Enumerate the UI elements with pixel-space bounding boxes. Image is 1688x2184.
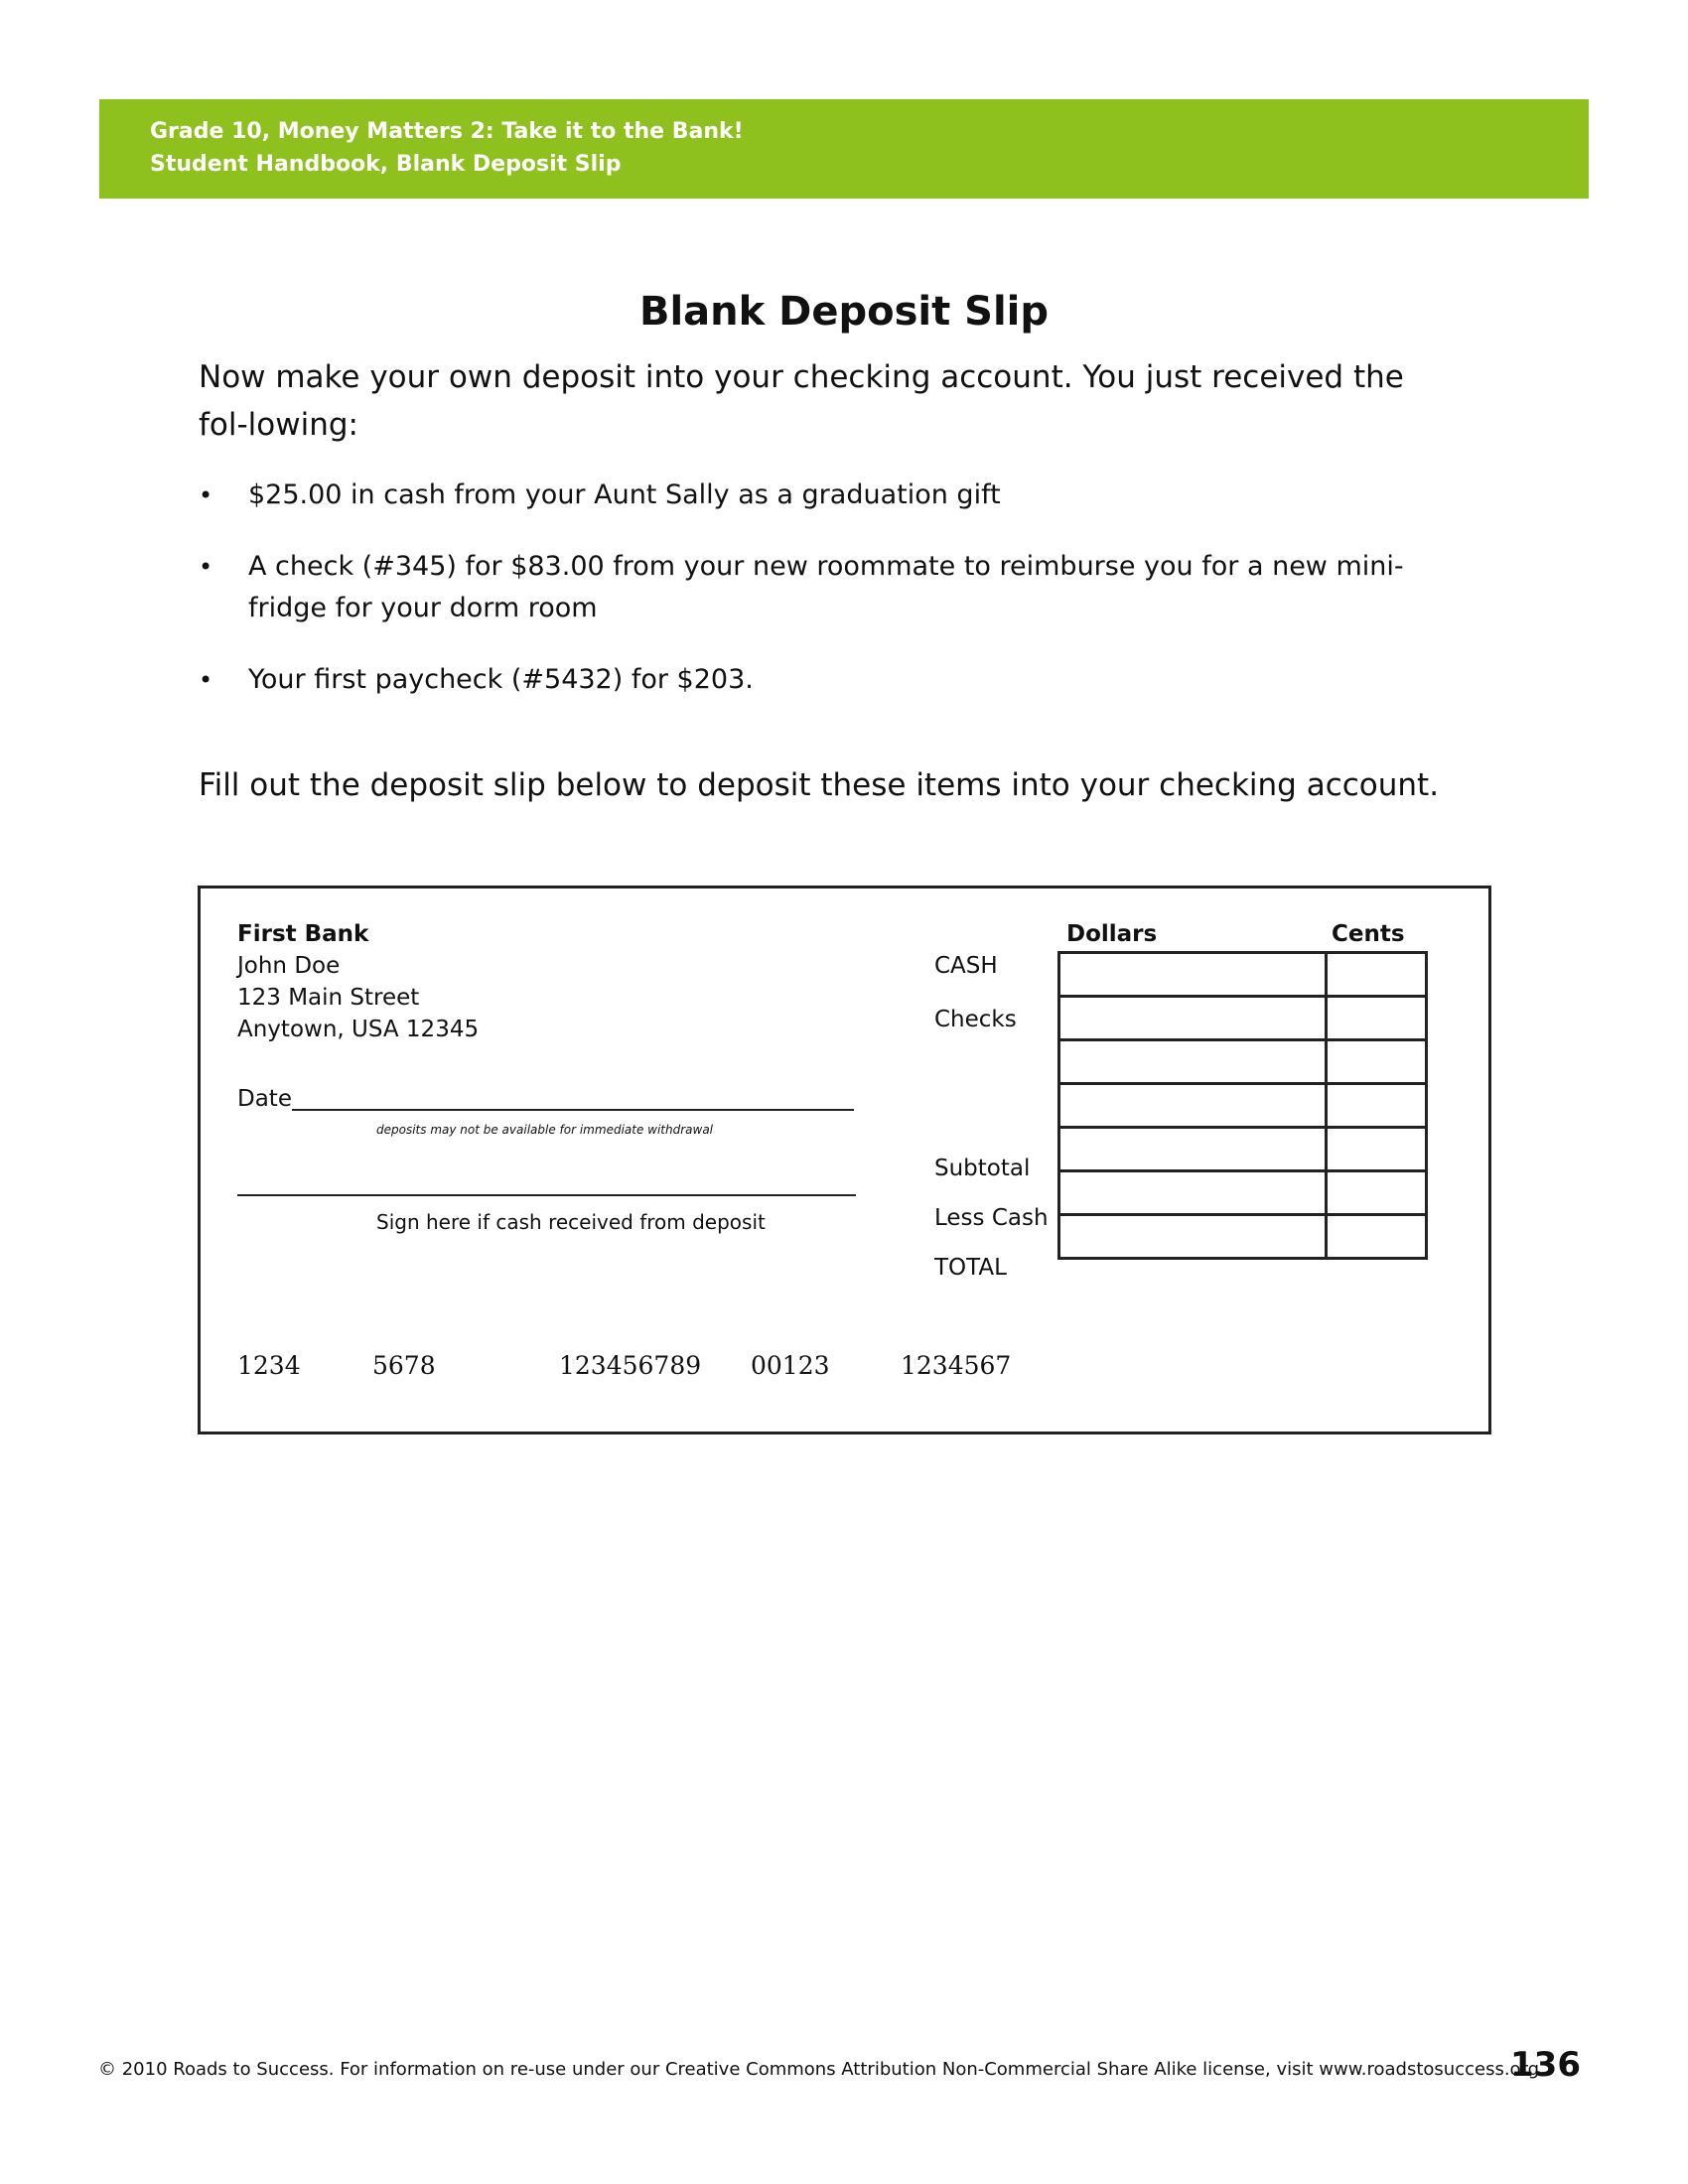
availability-note: deposits may not be available for immediate withdrawal <box>376 1123 714 1137</box>
subtotal-dollars-cell[interactable] <box>1059 1128 1327 1171</box>
date-field[interactable] <box>292 1109 854 1111</box>
check-1-dollars-cell[interactable] <box>1059 997 1327 1040</box>
micr-number: 1234 <box>237 1351 301 1380</box>
list-item-text: A check (#345) for $83.00 from your new roommate to reimburse you for a new mini-fridge for your dorm room <box>248 551 1404 623</box>
check-2-cents-cell[interactable] <box>1327 1040 1427 1084</box>
header-section-title: Student Handbook, Blank Deposit Slip <box>150 152 622 177</box>
date-label: Date <box>237 1086 292 1112</box>
account-holder-street: 123 Main Street <box>237 985 420 1011</box>
total-cents-cell[interactable] <box>1327 1215 1427 1259</box>
list-item-text: Your first paycheck (#5432) for $203. <box>248 664 754 695</box>
header-course-title: Grade 10, Money Matters 2: Take it to the Bank! <box>150 119 744 144</box>
cents-column-header: Cents <box>1332 921 1405 947</box>
deposit-slip <box>198 886 1491 1434</box>
check-3-dollars-cell[interactable] <box>1059 1084 1327 1128</box>
received-items-list <box>199 475 1420 731</box>
cash-label: CASH <box>934 953 998 979</box>
subtotal-label: Subtotal <box>934 1156 1031 1181</box>
page-title: Blank Deposit Slip <box>638 289 1050 335</box>
amount-grid <box>1057 951 1428 1260</box>
dollars-column-header: Dollars <box>1066 921 1158 947</box>
list-item <box>199 546 1420 629</box>
page-number: 136 <box>1510 2045 1581 2085</box>
cash-row <box>1059 953 1427 997</box>
bullet-icon: • <box>199 553 213 581</box>
copyright-footer: © 2010 Roads to Success. For information on re-use under our Creative Commons Attribution Non-Commercial Share Alike license, visit www.roadstosuccess.org. <box>98 2059 1545 2080</box>
less-cash-dollars-cell[interactable] <box>1059 1171 1327 1215</box>
signature-label: Sign here if cash received from deposit <box>376 1210 766 1234</box>
total-dollars-cell[interactable] <box>1059 1215 1327 1259</box>
check-2-dollars-cell[interactable] <box>1059 1040 1327 1084</box>
total-row <box>1059 1215 1427 1259</box>
less-cash-cents-cell[interactable] <box>1327 1171 1427 1215</box>
checks-label: Checks <box>934 1007 1017 1032</box>
check-row-2 <box>1059 1040 1427 1084</box>
list-item <box>199 659 1420 701</box>
subtotal-row <box>1059 1128 1427 1171</box>
list-item-text: $25.00 in cash from your Aunt Sally as a graduation gift <box>248 479 1001 510</box>
check-1-cents-cell[interactable] <box>1327 997 1427 1040</box>
less-cash-label: Less Cash <box>934 1205 1049 1231</box>
check-row-3 <box>1059 1084 1427 1128</box>
account-holder-city: Anytown, USA 12345 <box>237 1017 480 1042</box>
micr-number: 123456789 <box>559 1351 702 1380</box>
total-label: TOTAL <box>934 1255 1007 1281</box>
account-holder-name: John Doe <box>237 953 341 979</box>
signature-field[interactable] <box>237 1194 856 1196</box>
check-row-1 <box>1059 997 1427 1040</box>
header-band <box>99 99 1589 199</box>
instruction-paragraph: Fill out the deposit slip below to deposit these items into your checking account. <box>199 767 1440 803</box>
bank-name: First Bank <box>237 921 369 947</box>
micr-number: 00123 <box>751 1351 830 1380</box>
check-3-cents-cell[interactable] <box>1327 1084 1427 1128</box>
subtotal-cents-cell[interactable] <box>1327 1128 1427 1171</box>
bullet-icon: • <box>199 666 213 694</box>
micr-number: 1234567 <box>901 1351 1012 1380</box>
bullet-icon: • <box>199 481 213 509</box>
less-cash-row <box>1059 1171 1427 1215</box>
cash-cents-cell[interactable] <box>1327 953 1427 997</box>
cash-dollars-cell[interactable] <box>1059 953 1327 997</box>
intro-paragraph: Now make your own deposit into your checking account. You just received the fol-lowing: <box>199 359 1404 443</box>
list-item <box>199 475 1420 516</box>
micr-number: 5678 <box>372 1351 436 1380</box>
